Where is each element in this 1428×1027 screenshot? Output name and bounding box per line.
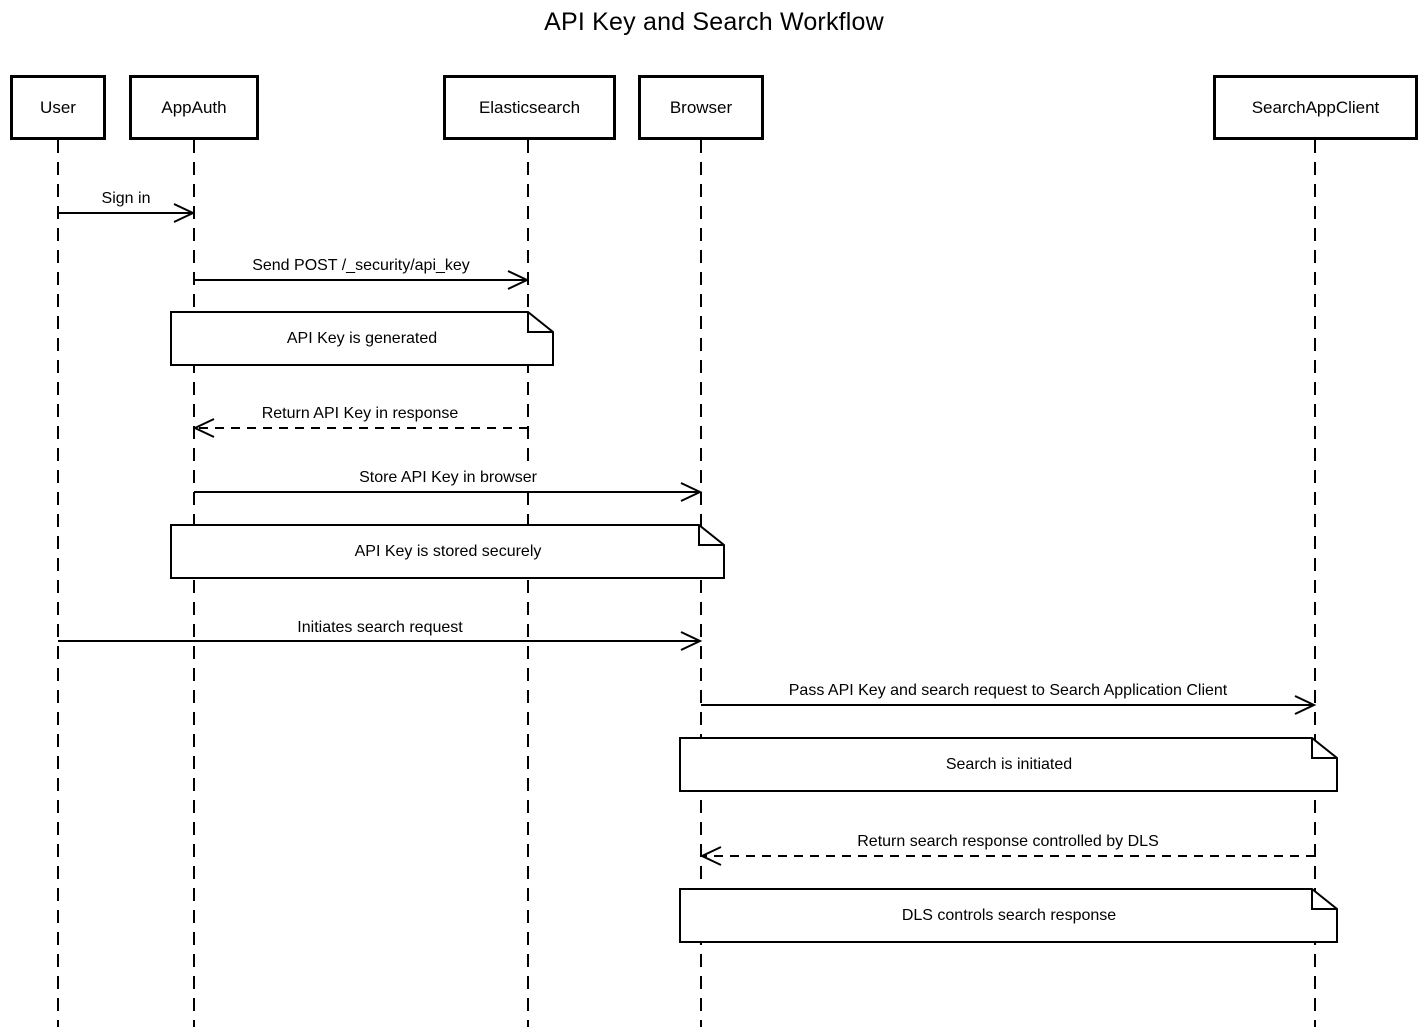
message-label-initiates-search: Initiates search request bbox=[294, 618, 465, 638]
message-label-store-api-key: Store API Key in browser bbox=[356, 468, 540, 488]
note-label-search-initiated: Search is initiated bbox=[945, 756, 1073, 773]
actor-label-browser: Browser bbox=[669, 97, 733, 117]
note-label-api-key-stored: API Key is stored securely bbox=[354, 543, 542, 560]
actor-label-appauth: AppAuth bbox=[161, 97, 227, 117]
diagram-title: API Key and Search Workflow bbox=[544, 8, 884, 36]
message-label-send-post: Send POST /_security/api_key bbox=[249, 256, 473, 276]
message-label-return-api-key: Return API Key in response bbox=[259, 404, 462, 424]
actor-label-user: User bbox=[40, 97, 76, 117]
message-label-return-search-response: Return search response controlled by DLS bbox=[854, 832, 1162, 852]
actor-label-searchappclient: SearchAppClient bbox=[1251, 97, 1380, 117]
actor-label-elasticsearch: Elasticsearch bbox=[478, 97, 581, 117]
message-label-sign-in: Sign in bbox=[99, 189, 154, 209]
note-label-api-key-generated: API Key is generated bbox=[286, 330, 438, 347]
message-label-pass-api-key: Pass API Key and search request to Search Application Client bbox=[786, 681, 1230, 701]
note-label-dls-controls: DLS controls search response bbox=[901, 907, 1117, 924]
